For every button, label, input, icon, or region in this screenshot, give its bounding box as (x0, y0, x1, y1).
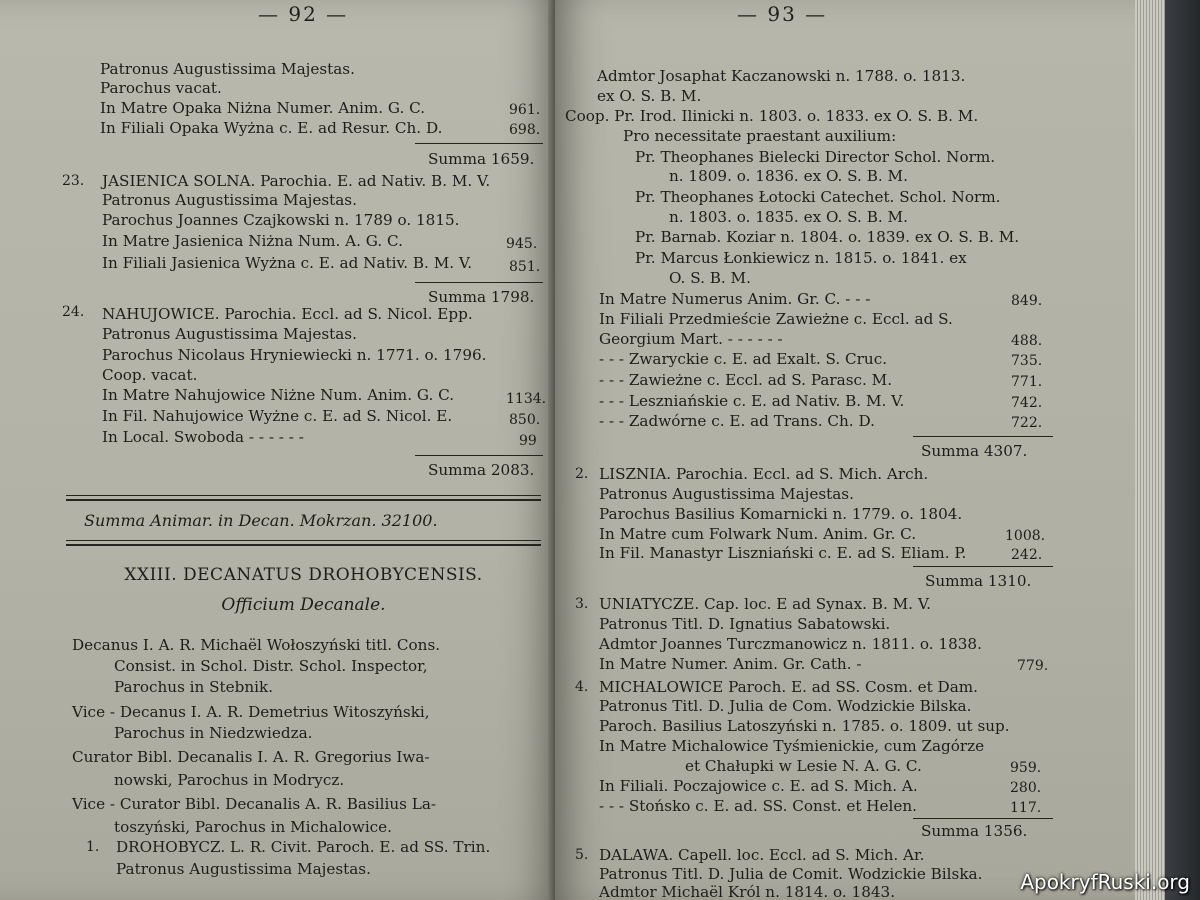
text-line: toszyński, Parochus in Michalowice. (114, 818, 392, 836)
section-heading: XXIII. DECANATUS DROHOBYCENSIS. (124, 565, 483, 585)
entry-number: 5. (575, 847, 589, 863)
page-edges (1135, 0, 1165, 900)
sum-rule (415, 455, 543, 456)
text-line: In Local. Swoboda - - - - - - (102, 428, 304, 446)
parish-heading: MICHALOWICE Paroch. E. ad SS. Cosm. et Dam. (599, 678, 978, 696)
text-line: Consist. in Schol. Distr. Schol. Inspector, (114, 657, 428, 675)
parish-heading: DROHOBYCZ. L. R. Civit. Paroch. E. ad SS. Trin. (116, 838, 491, 856)
anim-count: 735. (1011, 353, 1043, 369)
anim-count: 1134. (506, 391, 547, 407)
left-page (0, 0, 555, 900)
text-line: Patronus Titl. D. Julia de Comit. Wodzickie Bilska. (599, 865, 983, 883)
sum-rule (415, 282, 543, 283)
anim-count: 779. (1017, 658, 1049, 674)
sum-rule (415, 143, 543, 144)
text-line: Coop. Pr. Irod. Ilinicki n. 1803. o. 1833. ex O. S. B. M. (565, 107, 979, 125)
text-line: In Matre Nahujowice Niżne Num. Anim. G. C. (102, 386, 455, 404)
text-line: O. S. B. M. (669, 269, 751, 287)
anim-count: 280. (1010, 780, 1042, 796)
page-number: — 92 — (258, 2, 349, 26)
text-line: In Matre Opaka Niżna Numer. Anim. G. C. (100, 99, 426, 117)
summa-line: Summa 1310. (925, 572, 1032, 590)
text-line: In Matre Numerus Anim. Gr. C. - - - (599, 290, 871, 308)
text-line: Patronus Augustissima Majestas. (599, 485, 854, 503)
text-line: - - - Zawieżne c. Eccl. ad S. Parasc. M. (599, 371, 893, 389)
double-rule (66, 540, 541, 546)
text-line: Georgium Mart. - - - - - - (599, 330, 783, 348)
text-line: Admtor Josaphat Kaczanowski n. 1788. o. 1813. (597, 67, 966, 85)
text-line: et Chałupki w Lesie N. A. G. C. (685, 757, 922, 775)
text-line: Admtor Joannes Turczmanowicz n. 1811. o. 1838. (599, 635, 982, 653)
text-line: Vice - Decanus I. A. R. Demetrius Witoszyński, (72, 703, 430, 721)
text-line: Patronus Augustissima Majestas. (116, 860, 371, 878)
anim-count: 851. (509, 259, 541, 275)
parish-heading: UNIATYCZE. Cap. loc. E ad Synax. B. M. V. (599, 595, 931, 613)
entry-number: 2. (575, 466, 589, 482)
anim-count: 488. (1011, 333, 1043, 349)
text-line: In Matre Numer. Anim. Gr. Cath. - (599, 655, 862, 673)
text-line: Parochus in Niedzwiedza. (114, 724, 313, 742)
text-line: Patronus Titl. D. Ignatius Sabatowski. (599, 615, 891, 633)
text-line: ex O. S. B. M. (597, 87, 702, 105)
text-line: In Filiali Opaka Wyżna c. E. ad Resur. Ch. D. (100, 119, 443, 137)
anim-count: 698. (509, 122, 541, 138)
sum-rule (913, 436, 1053, 437)
text-line: Decanus I. A. R. Michaël Wołoszyński titl. Cons. (72, 636, 441, 654)
text-line: Parochus Basilius Komarnicki n. 1779. o. 1804. (599, 505, 963, 523)
text-line: Parochus in Stebnik. (114, 678, 274, 696)
text-line: Parochus Joannes Czajkowski n. 1789 o. 1815. (102, 211, 460, 229)
text-line: Pro necessitate praestant auxilium: (623, 127, 897, 145)
page-number: — 93 — (737, 2, 828, 26)
anim-count: 99 (519, 433, 537, 449)
text-line: - - - Zadwórne c. E. ad Trans. Ch. D. (599, 412, 875, 430)
text-line: In Matre cum Folwark Num. Anim. Gr. C. (599, 525, 917, 543)
entry-number: 23. (62, 173, 85, 189)
text-line: Coop. vacat. (102, 366, 198, 384)
anim-count: 722. (1011, 415, 1043, 431)
parish-heading: NAHUJOWICE. Parochia. Eccl. ad S. Nicol. Epp. (102, 305, 473, 323)
anim-count: 242. (1011, 547, 1043, 563)
text-line: Parochus Nicolaus Hryniewiecki n. 1771. o. 1796. (102, 346, 487, 364)
parish-heading: JASIENICA SOLNA. Parochia. E. ad Nativ. B. M. V. (102, 172, 491, 190)
text-line: In Filiali Przedmieście Zawieżne c. Eccl. ad S. (599, 310, 953, 328)
text-line: Patronus Augustissima Majestas. (100, 60, 355, 78)
parish-heading: DALAWA. Capell. loc. Eccl. ad S. Mich. Ar. (599, 846, 925, 864)
double-rule (66, 495, 541, 501)
text-line: Pr. Theophanes Bielecki Director Schol. Norm. (635, 148, 996, 166)
text-line: - - - Stońsko c. E. ad. SS. Const. et Helen. (599, 797, 917, 815)
summa-line: Summa 1798. (428, 288, 535, 306)
summa-line: Summa 2083. (428, 461, 535, 479)
text-line: Patronus Augustissima Majestas. (102, 191, 357, 209)
sum-rule (913, 566, 1053, 567)
text-line: n. 1809. o. 1836. ex O. S. B. M. (669, 167, 908, 185)
entry-number: 3. (575, 596, 589, 612)
text-line: Curator Bibl. Decanalis I. A. R. Gregorius Iwa- (72, 748, 430, 766)
right-page (555, 0, 1135, 900)
text-line: Pr. Marcus Łonkiewicz n. 1815. o. 1841. ex (635, 249, 967, 267)
summa-line: Summa 4307. (921, 442, 1028, 460)
text-line: Admtor Michaël Król n. 1814. o. 1843. (599, 883, 896, 900)
anim-count: 742. (1011, 395, 1043, 411)
anim-count: 945. (506, 236, 538, 252)
text-line: - - - Zwaryckie c. E. ad Exalt. S. Cruc. (599, 350, 888, 368)
text-line: Paroch. Basilius Latoszyński n. 1785. o. 1809. ut sup. (599, 717, 1010, 735)
text-line: Vice - Curator Bibl. Decanalis A. R. Basilius La- (72, 795, 437, 813)
text-line: In Fil. Nahujowice Wyżne c. E. ad S. Nicol. E. (102, 407, 453, 425)
text-line: nowski, Parochus in Modrycz. (114, 771, 345, 789)
subsection-heading: Officium Decanale. (221, 595, 386, 615)
anim-count: 959. (1010, 760, 1042, 776)
decanate-total: Summa Animar. in Decan. Mokrzan. 32100. (84, 511, 438, 530)
summa-line: Summa 1356. (921, 822, 1028, 840)
sum-rule (913, 818, 1053, 819)
book-cover (1165, 0, 1200, 900)
text-line: Patronus Titl. D. Julia de Com. Wodzickie Bilska. (599, 697, 972, 715)
text-line: In Matre Michalowice Tyśmienickie, cum Zagórze (599, 737, 985, 755)
text-line: In Filiali Jasienica Wyżna c. E. ad Nativ. B. M. V. (102, 254, 473, 272)
anim-count: 1008. (1005, 528, 1046, 544)
text-line: Pr. Barnab. Koziar n. 1804. o. 1839. ex O. S. B. M. (635, 228, 1020, 246)
entry-number: 24. (62, 304, 85, 320)
parish-heading: LISZNIA. Parochia. Eccl. ad S. Mich. Arch. (599, 465, 929, 483)
text-line: Parochus vacat. (100, 79, 222, 97)
summa-line: Summa 1659. (428, 150, 535, 168)
text-line: n. 1803. o. 1835. ex O. S. B. M. (669, 208, 908, 226)
text-line: In Matre Jasienica Niżna Num. A. G. C. (102, 232, 403, 250)
text-line: - - - Leszniańskie c. E. ad Nativ. B. M. V. (599, 392, 905, 410)
entry-number: 4. (575, 679, 589, 695)
watermark-text: ApokryfRuski.org (1020, 870, 1190, 894)
anim-count: 117. (1010, 800, 1042, 816)
text-line: Patronus Augustissima Majestas. (102, 325, 357, 343)
text-line: In Filiali. Poczajowice c. E. ad S. Mich. A. (599, 777, 918, 795)
entry-number: 1. (86, 839, 100, 855)
anim-count: 849. (1011, 293, 1043, 309)
text-line: Pr. Theophanes Łotocki Catechet. Schol. Norm. (635, 188, 1001, 206)
anim-count: 771. (1011, 374, 1043, 390)
anim-count: 850. (509, 412, 541, 428)
text-line: In Fil. Manastyr Liszniański c. E. ad S. Eliam. P. (599, 544, 967, 562)
anim-count: 961. (509, 102, 541, 118)
